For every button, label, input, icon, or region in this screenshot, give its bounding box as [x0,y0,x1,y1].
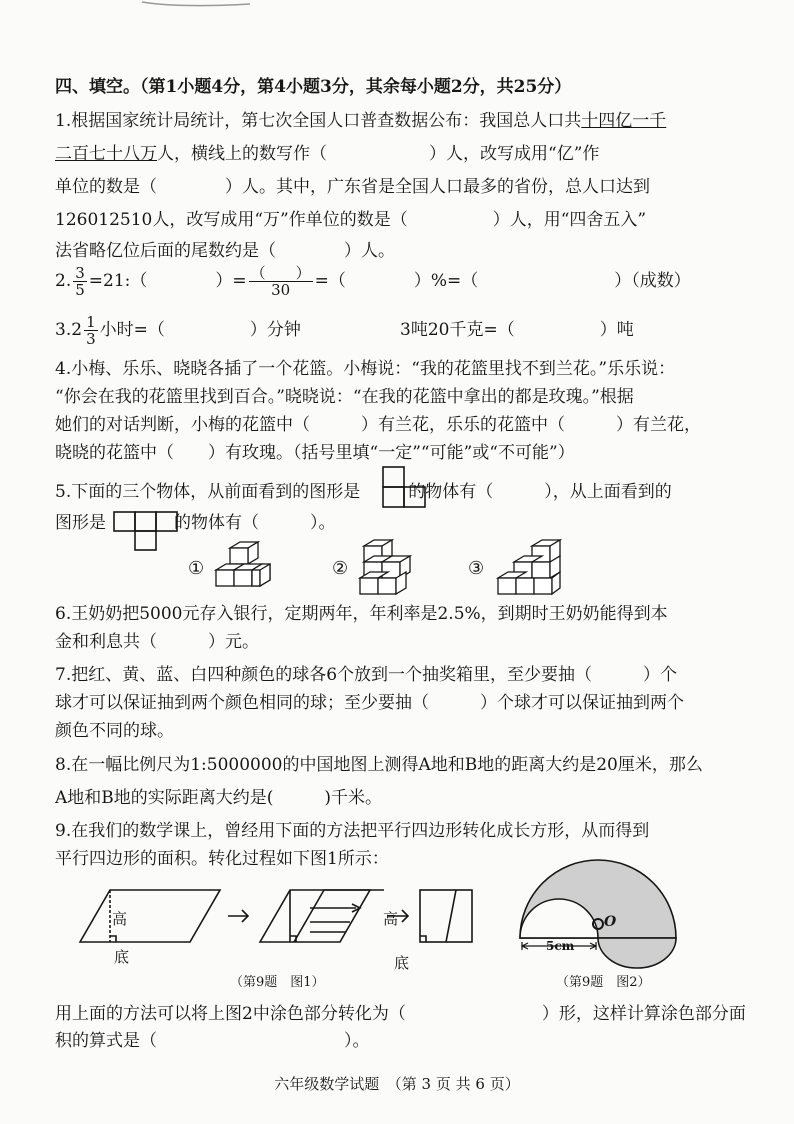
q8-line1: 8.在一幅比例尺为1:5000000的中国地图上测得A地和B地的距离大约是20厘米，那么 [55,755,703,775]
q7-line3: 颜色不同的球。 [55,721,174,741]
q9-figure-1 [70,882,480,972]
q5-cube-object-3 [490,538,566,600]
q3-line-b: 3吨20千克=（ ）吨 [400,320,634,340]
section-heading [55,76,571,98]
q8-line2: A地和B地的实际距离大约是( )千米。 [55,788,383,808]
q9-line4: 积的算式是（ ）。 [55,1031,370,1051]
q2-text-a: =21:（ ）= [88,271,247,291]
q7-line1: 7.把红、黄、蓝、白四种颜色的球各6个放到一个抽奖箱里，至少要抽（ ）个 [55,665,678,685]
q2-text-b: =（ ）%=（ ）（成数） [314,271,691,291]
q1-text: 人，横线上的数写作（ ）人，改写成用“亿”作 [157,144,600,164]
q1-text: 1.根据国家统计局统计，第七次全国人口普查数据公布：我国总人口共 [55,111,582,131]
q9-fig1-height-label-result: 高 [383,910,399,928]
q2-blank-fraction [249,265,313,298]
q2-fraction [73,265,87,298]
q3-line [55,313,301,347]
q6-line2: 金和利息共（ ）元。 [55,632,259,652]
q4-line3: 她们的对话判断，小梅的花篮中（ ）有兰花，乐乐的花篮中（ ）有兰花， [55,415,701,435]
q5-line2 [55,512,336,534]
q5-top-view-figure [113,511,179,551]
q2-frac-den: 5 [75,281,85,299]
q3-fraction [84,314,98,347]
q1-line2 [55,143,599,165]
q9-fig1-base-label-result: 底 [394,954,410,972]
q2-frac-num: 3 [75,264,85,282]
q1-underlined-number-cont: 二百七十八万 [55,144,157,164]
q1-line5: 法省略亿位后面的尾数约是（ ）人。 [55,241,395,261]
q2-line [55,264,691,298]
q1-line3: 单位的数是（ ）人。其中，广东省是全国人口最多的省份，总人口达到 [55,177,650,197]
q6-line1: 6.王奶奶把5000元存入银行，定期两年，年利率是2.5%，到期时王奶奶能得到本 [55,604,668,624]
q1-line1 [55,110,666,132]
q5-text-c: 图形是 [55,513,106,533]
q9-fig2-length-label: 5cm [546,939,575,953]
section-title: 四、填空。 [55,77,140,97]
q9-figure-2 [512,858,682,970]
q4-line4: 晓晓的花篮中（ ）有玫瑰。（括号里填“一定”“可能”或“不可能”） [55,443,575,463]
q1-line4: 126012510人，改写成用“万”作单位的数是（ ）人，用“四舍五入” [55,210,647,230]
section-scoring: （第1小题4分，第4小题3分，其余每小题2分，共25分） [140,77,572,97]
q9-line3: 用上面的方法可以将上图2中涂色部分转化为（ ）形，这样计算涂色部分面 [55,1004,746,1024]
q9-fig1-height-label: 高 [112,910,128,928]
q2-blank-den: 30 [271,281,291,299]
q9-fig2-center-point: O [604,914,617,930]
q5-line1 [55,481,672,503]
q9-line2: 平行四边形的面积。转化过程如下图1所示： [55,849,389,869]
q1-underlined-number: 十四亿一千 [581,111,667,131]
q2-blank-num: （ ） [250,264,311,282]
q5-object-label-1: ① [188,558,205,579]
q3-whole: 2 [71,320,83,340]
q9-fig1-caption: （第9题 图1） [230,975,325,990]
q9-line1: 9.在我们的数学课上，曾经用下面的方法把平行四边形转化成长方形，从而得到 [55,821,650,841]
q2-number: 2. [55,271,72,291]
q3-text-a: 小时=（ ）分钟 [99,320,301,340]
q4-line2: “你会在我的花篮里找到百合。”晓晓说：“在我的花篮中拿出的都是玫瑰。”根据 [55,387,634,407]
q5-cube-object-2 [352,538,422,600]
q3-frac-num: 1 [86,313,96,331]
q3-frac-den: 3 [86,330,96,348]
q5-text-b: 的物体有（ ），从上面看到的 [408,482,672,502]
q9-fig2-caption: （第9题 图2） [556,975,651,990]
q5-object-label-3: ③ [468,558,485,579]
q5-cube-object-1 [208,540,278,600]
q7-line2: 球才可以保证抽到两个颜色相同的球；至少要抽（ ）个球才可以保证抽到两个 [55,693,684,713]
q4-line1: 4.小梅、乐乐、晓晓各插了一个花篮。小梅说：“我的花篮里找不到兰花。”乐乐说： [55,359,676,379]
q5-text-a: 5.下面的三个物体，从前面看到的图形是 [55,482,361,502]
page-footer: 六年级数学试题 （第 3 页 共 6 页） [274,1075,520,1093]
q9-fig1-base-label: 底 [114,948,130,966]
scan-artifact-mark [140,0,260,10]
q5-text-d: 的物体有（ ）。 [174,513,336,533]
q5-front-view-figure [382,466,428,508]
q3-number: 3. [55,320,72,340]
q5-object-label-2: ② [332,558,349,579]
